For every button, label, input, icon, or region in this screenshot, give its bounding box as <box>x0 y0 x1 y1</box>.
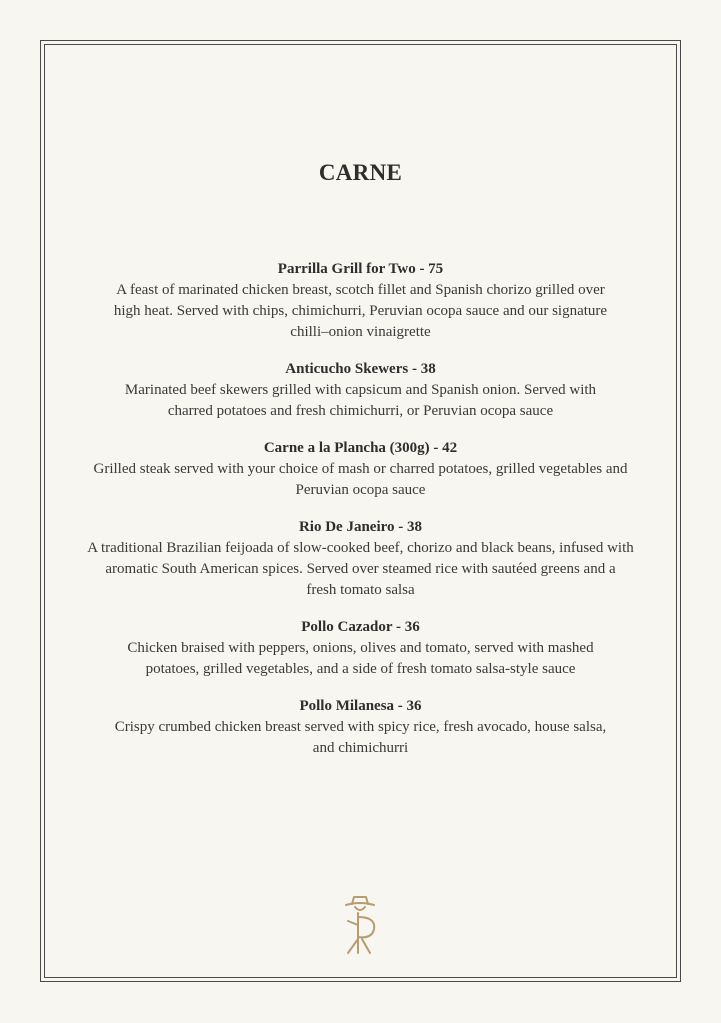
description-line: and chimichurri <box>312 740 409 756</box>
menu-item-name: Rio De Janeiro - 38 <box>298 519 423 535</box>
description-line: Chicken braised with peppers, onions, olives and tomato, served with mashed <box>127 640 594 656</box>
section-title: CARNE <box>318 160 403 185</box>
description-line: Marinated beef skewers grilled with capsicum and Spanish onion. Served with <box>124 382 597 398</box>
menu-item-name: Pollo Milanesa - 36 <box>299 698 422 714</box>
restaurant-logo-icon <box>338 895 382 957</box>
menu-item <box>50 695 671 759</box>
description-line: Peruvian ocopa sauce <box>295 482 426 498</box>
menu-item-description <box>50 638 671 680</box>
menu-item <box>50 516 671 601</box>
description-line: aromatic South American spices. Served over steamed rice with sautéed greens and a <box>105 561 616 577</box>
menu-item <box>50 437 671 501</box>
menu-item-description <box>50 459 671 501</box>
menu-item-description <box>50 380 671 422</box>
description-line: chilli–onion vinaigrette <box>290 324 431 340</box>
menu-item <box>50 616 671 680</box>
menu-item-name: Carne a la Plancha (300g) - 42 <box>263 440 458 456</box>
description-line: A feast of marinated chicken breast, scotch fillet and Spanish chorizo grilled over <box>116 282 605 298</box>
menu-item-description <box>50 717 671 759</box>
description-line: Crispy crumbed chicken breast served with spicy rice, fresh avocado, house salsa, <box>114 719 607 735</box>
description-line: potatoes, grilled vegetables, and a side of fresh tomato salsa-style sauce <box>145 661 576 677</box>
menu-item-description <box>50 280 671 343</box>
menu-item <box>50 358 671 422</box>
menu-item-description <box>50 538 671 601</box>
description-line: Grilled steak served with your choice of mash or charred potatoes, grilled vegetables and <box>93 461 628 477</box>
menu-item-name: Anticucho Skewers - 38 <box>285 361 436 377</box>
description-line: fresh tomato salsa <box>306 582 415 598</box>
description-line: A traditional Brazilian feijoada of slow-cooked beef, chorizo and black beans, infused with <box>87 540 634 556</box>
description-line: charred potatoes and fresh chimichurri, or Peruvian ocopa sauce <box>167 403 554 419</box>
menu-item-name: Parrilla Grill for Two - 75 <box>277 261 444 277</box>
menu-item <box>50 258 671 343</box>
menu-item-name: Pollo Cazador - 36 <box>301 619 420 635</box>
description-line: high heat. Served with chips, chimichurri, Peruvian ocopa sauce and our signature <box>113 303 608 319</box>
menu-item-list <box>50 258 671 774</box>
